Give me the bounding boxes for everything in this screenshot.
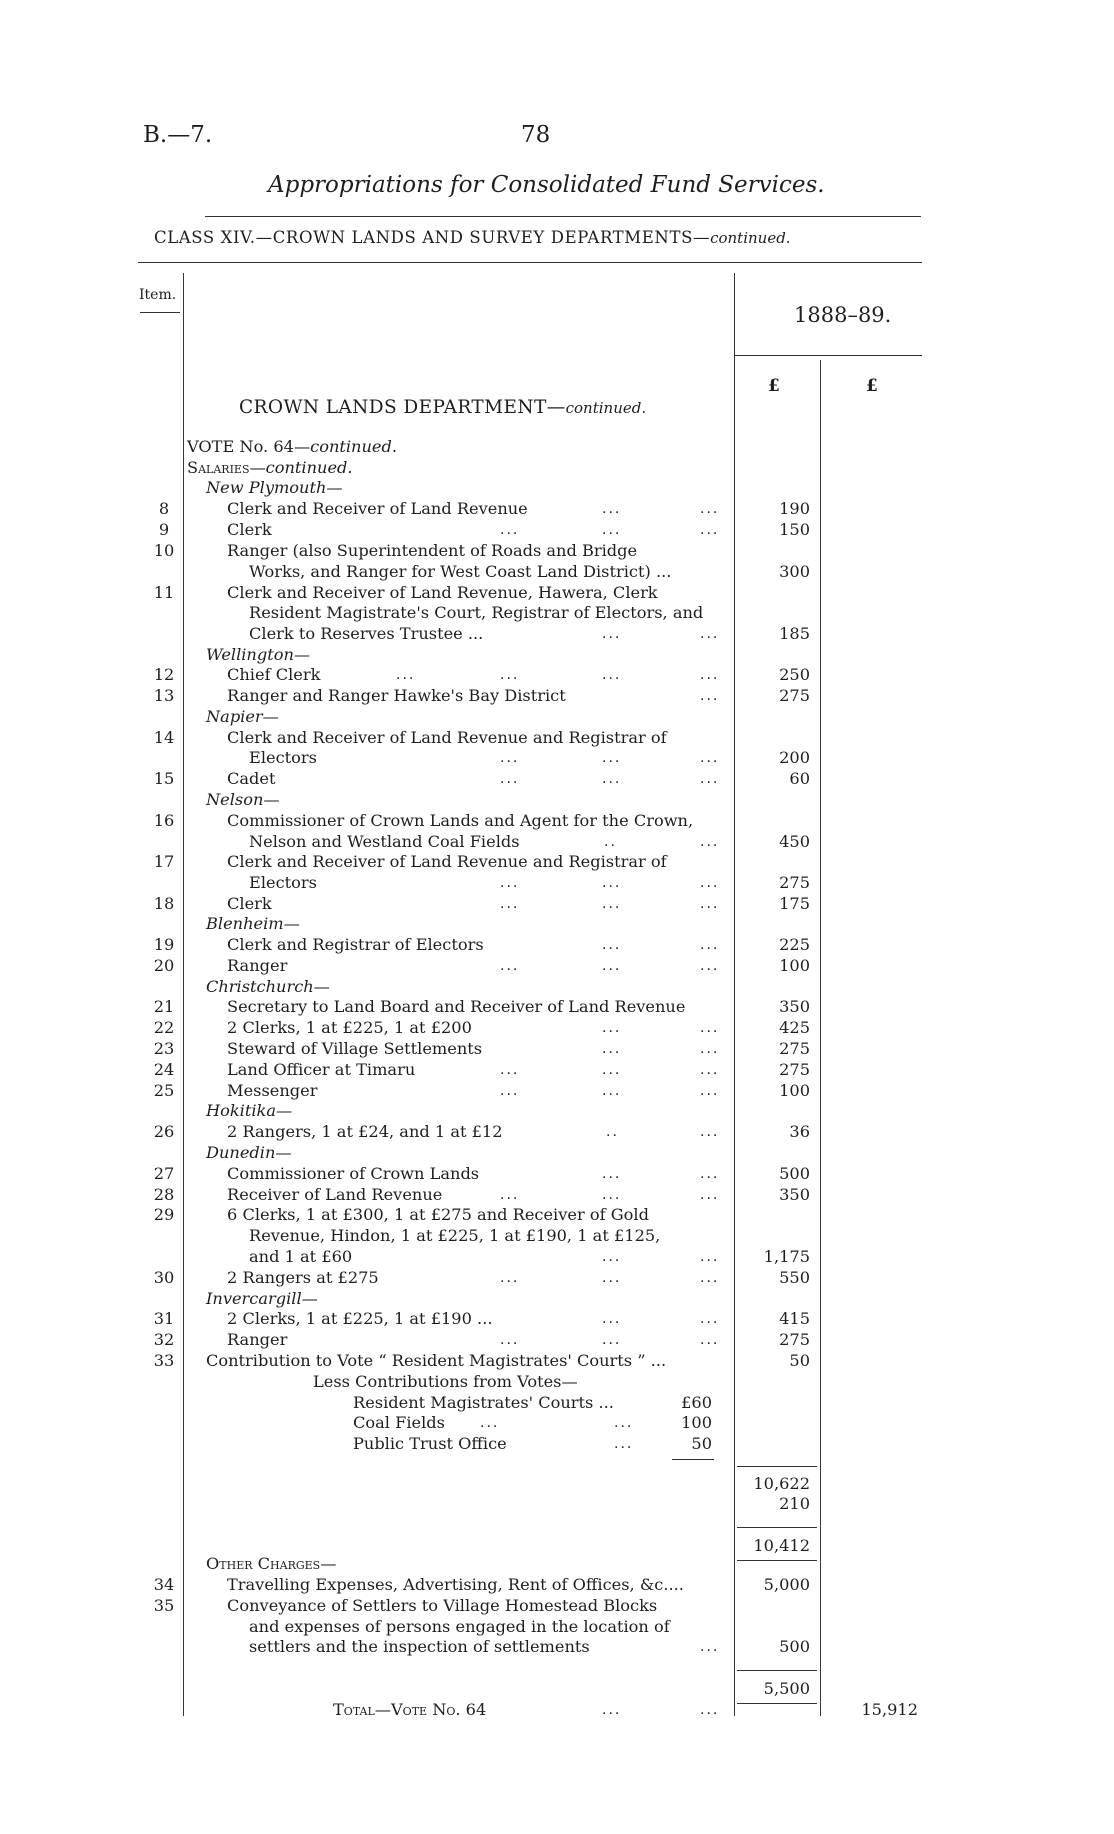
- item-number: 33: [153, 1351, 175, 1370]
- item-number: 31: [153, 1309, 175, 1328]
- salaries-heading: Salaries—continued.: [187, 458, 353, 477]
- item-column-rule: [183, 273, 184, 1716]
- item-amount: 450: [779, 832, 810, 851]
- department-title: CROWN LANDS DEPARTMENT—continued.: [239, 397, 647, 418]
- item-number: 19: [153, 935, 175, 954]
- contribution-amount: 50: [691, 1434, 712, 1453]
- leader-dots: ...: [700, 1249, 720, 1265]
- item-description: Land Officer at Timaru: [227, 1060, 416, 1079]
- leader-dots: ...: [602, 522, 622, 538]
- item-description: Ranger: [227, 956, 288, 975]
- item-amount: 275: [779, 1039, 810, 1058]
- item-description: Clerk and Receiver of Land Revenue and Registrar of: [227, 728, 667, 747]
- leader-dots: ...: [500, 1332, 520, 1348]
- item-number: 13: [153, 686, 175, 705]
- leader-dots: ...: [700, 1311, 720, 1327]
- item-description-continued: Works, and Ranger for West Coast Land District) ...: [249, 562, 672, 581]
- leader-dots: ...: [700, 1639, 720, 1655]
- leader-dots: ...: [500, 522, 520, 538]
- section-wellington: Wellington—: [206, 645, 311, 664]
- leader-dots: ...: [700, 1041, 720, 1057]
- contribution-label: Resident Magistrates' Courts ...: [353, 1393, 614, 1412]
- section-other-charges: Other Charges—: [206, 1554, 337, 1573]
- leader-dots: ...: [602, 771, 622, 787]
- other-charges-total: 5,500: [763, 1679, 810, 1698]
- header-rule-bottom: [138, 262, 922, 263]
- item-description: Clerk and Receiver of Land Revenue, Hawera, Clerk: [227, 583, 658, 602]
- leader-dots: ...: [700, 834, 720, 850]
- item-number: 22: [153, 1018, 175, 1037]
- item-amount: 500: [779, 1164, 810, 1183]
- leader-dots: ...: [602, 1020, 622, 1036]
- year-header-rule: [734, 355, 922, 356]
- leader-dots: ...: [602, 1270, 622, 1286]
- leader-dots: ...: [602, 875, 622, 891]
- leader-dots: ...: [500, 875, 520, 891]
- item-number: 12: [153, 665, 175, 684]
- item-amount: 275: [779, 1060, 810, 1079]
- item-description: Clerk and Receiver of Land Revenue: [227, 499, 528, 518]
- leader-dots: ...: [700, 1270, 720, 1286]
- leader-dots: ...: [602, 1041, 622, 1057]
- item-description: 6 Clerks, 1 at £300, 1 at £275 and Receiver of Gold: [227, 1205, 649, 1224]
- item-amount: 225: [779, 935, 810, 954]
- item-amount: 36: [789, 1122, 810, 1141]
- class-title: CLASS XIV.—CROWN LANDS AND SURVEY DEPARTMENTS—continued.: [154, 228, 791, 247]
- item-amount: 415: [779, 1309, 810, 1328]
- item-amount: 275: [779, 873, 810, 892]
- leader-dots: ..: [606, 1124, 619, 1140]
- item-description-continued: settlers and the inspection of settlements: [249, 1637, 590, 1656]
- leader-dots: ...: [700, 875, 720, 891]
- leader-dots: ...: [500, 1062, 520, 1078]
- item-number: 21: [153, 997, 175, 1016]
- leader-dots: ...: [602, 1166, 622, 1182]
- item-description-continued: Electors: [249, 873, 317, 892]
- contribution-label: Public Trust Office: [353, 1434, 507, 1453]
- page-number: 78: [521, 122, 551, 148]
- leader-dots: ...: [700, 667, 720, 683]
- item-description-continued: Revenue, Hindon, 1 at £225, 1 at £190, 1 at £125,: [249, 1226, 661, 1245]
- leader-dots: ...: [614, 1415, 634, 1431]
- item-description: Receiver of Land Revenue: [227, 1185, 443, 1204]
- item-number: 27: [153, 1164, 175, 1183]
- item-amount: 350: [779, 997, 810, 1016]
- item-number: 24: [153, 1060, 175, 1079]
- leader-dots: ...: [500, 896, 520, 912]
- leader-dots: ...: [602, 1702, 622, 1718]
- document-reference: B.—7.: [143, 122, 213, 148]
- leader-dots: ...: [700, 1332, 720, 1348]
- item-number: 16: [153, 811, 175, 830]
- item-description: Clerk and Receiver of Land Revenue and Registrar of: [227, 852, 667, 871]
- item-description-continued: Electors: [249, 748, 317, 767]
- item-header-underline: [140, 312, 180, 313]
- subtotal-rule: [737, 1466, 817, 1467]
- item-description: Ranger (also Superintendent of Roads and Bridge: [227, 541, 638, 560]
- leader-dots: ...: [500, 1083, 520, 1099]
- item-number: 20: [153, 956, 175, 975]
- item-amount: 185: [779, 624, 810, 643]
- item-amount: 500: [779, 1637, 810, 1656]
- item-amount: 300: [779, 562, 810, 581]
- leader-dots: ...: [602, 626, 622, 642]
- vote-total-label: Total—Vote No. 64: [333, 1700, 487, 1719]
- leader-dots: ...: [396, 667, 416, 683]
- section-napier: Napier—: [206, 707, 279, 726]
- leader-dots: ...: [602, 1187, 622, 1203]
- item-description: 2 Rangers, 1 at £24, and 1 at £12: [227, 1122, 503, 1141]
- leader-dots: ...: [700, 1702, 720, 1718]
- item-description-continued: Nelson and Westland Coal Fields: [249, 832, 520, 851]
- amount-column-rule-middle: [820, 360, 821, 1716]
- item-number: 18: [153, 894, 175, 913]
- leader-dots: ..: [604, 834, 617, 850]
- item-number: 10: [153, 541, 175, 560]
- item-number: 11: [153, 583, 175, 602]
- leader-dots: ...: [700, 1083, 720, 1099]
- vote-total-amount: 15,912: [861, 1700, 918, 1719]
- leader-dots: ...: [602, 501, 622, 517]
- leader-dots: ...: [700, 1124, 720, 1140]
- item-amount: 5,000: [763, 1575, 810, 1594]
- item-amount: 550: [779, 1268, 810, 1287]
- net-rule: [737, 1527, 817, 1528]
- leader-dots: ...: [700, 1187, 720, 1203]
- contribution-amount: 100: [681, 1413, 712, 1432]
- leader-dots: ...: [700, 937, 720, 953]
- item-description: Ranger: [227, 1330, 288, 1349]
- item-description-continued: and expenses of persons engaged in the location of: [249, 1617, 670, 1636]
- currency-symbol-2: £: [866, 376, 878, 396]
- item-amount: 425: [779, 1018, 810, 1037]
- item-description: Commissioner of Crown Lands: [227, 1164, 480, 1183]
- item-amount: 60: [789, 769, 810, 788]
- contribution-amount: £60: [681, 1393, 712, 1412]
- leader-dots: ...: [700, 1062, 720, 1078]
- leader-dots: ...: [700, 896, 720, 912]
- item-description: Clerk and Registrar of Electors: [227, 935, 484, 954]
- leader-dots: ...: [700, 750, 720, 766]
- currency-symbol-1: £: [768, 376, 780, 396]
- item-description: Contribution to Vote “ Resident Magistrates' Courts ” ...: [206, 1351, 667, 1370]
- item-description: Conveyance of Settlers to Village Homestead Blocks: [227, 1596, 658, 1615]
- item-description: Secretary to Land Board and Receiver of Land Revenue: [227, 997, 686, 1016]
- item-description: Commissioner of Crown Lands and Agent for the Crown,: [227, 811, 694, 830]
- leader-dots: ...: [500, 1270, 520, 1286]
- leader-dots: ...: [602, 750, 622, 766]
- contributions-total: 210: [779, 1494, 810, 1513]
- contributions-heading: Less Contributions from Votes—: [313, 1372, 578, 1391]
- section-hokitika: Hokitika—: [206, 1101, 293, 1120]
- page-subtitle: Appropriations for Consolidated Fund Services.: [268, 172, 825, 198]
- leader-dots: ...: [700, 1166, 720, 1182]
- section-invercargill: Invercargill—: [206, 1289, 318, 1308]
- item-number: 32: [153, 1330, 175, 1349]
- item-number: 15: [153, 769, 175, 788]
- section-dunedin: Dunedin—: [206, 1143, 292, 1162]
- item-amount: 190: [779, 499, 810, 518]
- leader-dots: ...: [602, 896, 622, 912]
- leader-dots: ...: [500, 771, 520, 787]
- leader-dots: ...: [602, 1332, 622, 1348]
- leader-dots: ...: [700, 958, 720, 974]
- item-description: 2 Rangers at £275: [227, 1268, 379, 1287]
- item-column-header: Item.: [139, 287, 177, 303]
- contributions-underline: [672, 1459, 714, 1460]
- item-number: 35: [153, 1596, 175, 1615]
- leader-dots: ...: [500, 750, 520, 766]
- section-blenheim: Blenheim—: [206, 914, 300, 933]
- gross-total: 10,622: [753, 1474, 810, 1493]
- leader-dots: ...: [700, 1020, 720, 1036]
- item-description-continued: Resident Magistrate's Court, Registrar of Electors, and: [249, 603, 704, 622]
- leader-dots: ...: [700, 771, 720, 787]
- item-description: Clerk: [227, 894, 272, 913]
- item-amount: 50: [789, 1351, 810, 1370]
- item-description: Clerk: [227, 520, 272, 539]
- leader-dots: ...: [602, 1083, 622, 1099]
- item-amount: 250: [779, 665, 810, 684]
- leader-dots: ...: [602, 1062, 622, 1078]
- item-description: Messenger: [227, 1081, 318, 1100]
- item-description: Cadet: [227, 769, 276, 788]
- leader-dots: ...: [602, 937, 622, 953]
- item-number: 28: [153, 1185, 175, 1204]
- item-amount: 175: [779, 894, 810, 913]
- leader-dots: ...: [602, 1311, 622, 1327]
- item-description: 2 Clerks, 1 at £225, 1 at £200: [227, 1018, 472, 1037]
- item-amount: 350: [779, 1185, 810, 1204]
- leader-dots: ...: [500, 958, 520, 974]
- item-number: 34: [153, 1575, 175, 1594]
- item-amount: 275: [779, 1330, 810, 1349]
- leader-dots: ...: [480, 1415, 500, 1431]
- leader-dots: ...: [602, 667, 622, 683]
- vote-heading: VOTE No. 64—continued.: [187, 437, 397, 456]
- other-charges-rule: [737, 1670, 817, 1671]
- item-number: 30: [153, 1268, 175, 1287]
- leader-dots: ...: [500, 667, 520, 683]
- net-rule-bottom: [737, 1560, 817, 1561]
- item-description: Ranger and Ranger Hawke's Bay District: [227, 686, 566, 705]
- amount-column-rule-left: [734, 273, 735, 1716]
- item-number: 17: [153, 852, 175, 871]
- item-description: Steward of Village Settlements: [227, 1039, 483, 1058]
- other-charges-rule-bottom: [737, 1703, 817, 1704]
- item-number: 26: [153, 1122, 175, 1141]
- leader-dots: ...: [700, 522, 720, 538]
- item-description-continued: and 1 at £60: [249, 1247, 353, 1266]
- leader-dots: ...: [700, 501, 720, 517]
- item-number: 23: [153, 1039, 175, 1058]
- item-amount: 150: [779, 520, 810, 539]
- item-number: 29: [153, 1205, 175, 1224]
- leader-dots: ...: [500, 1187, 520, 1203]
- section-new-plymouth: New Plymouth—: [206, 478, 343, 497]
- item-description: 2 Clerks, 1 at £225, 1 at £190 ...: [227, 1309, 493, 1328]
- item-amount: 100: [779, 1081, 810, 1100]
- year-header: 1888–89.: [794, 303, 892, 327]
- contribution-label: Coal Fields: [353, 1413, 445, 1432]
- item-number: 25: [153, 1081, 175, 1100]
- item-number: 9: [158, 520, 170, 539]
- item-description: Travelling Expenses, Advertising, Rent of Offices, &c....: [227, 1575, 684, 1594]
- leader-dots: ...: [700, 688, 720, 704]
- item-amount: 275: [779, 686, 810, 705]
- leader-dots: ...: [602, 958, 622, 974]
- item-number: 8: [158, 499, 170, 518]
- item-description-continued: Clerk to Reserves Trustee ...: [249, 624, 484, 643]
- section-christchurch: Christchurch—: [206, 977, 330, 996]
- header-rule-top: [205, 216, 921, 217]
- net-salaries-total: 10,412: [753, 1536, 810, 1555]
- leader-dots: ...: [602, 1249, 622, 1265]
- item-amount: 100: [779, 956, 810, 975]
- section-nelson: Nelson—: [206, 790, 280, 809]
- item-amount: 200: [779, 748, 810, 767]
- leader-dots: ...: [700, 626, 720, 642]
- item-amount: 1,175: [763, 1247, 810, 1266]
- leader-dots: ...: [614, 1436, 634, 1452]
- item-number: 14: [153, 728, 175, 747]
- item-description: Chief Clerk: [227, 665, 321, 684]
